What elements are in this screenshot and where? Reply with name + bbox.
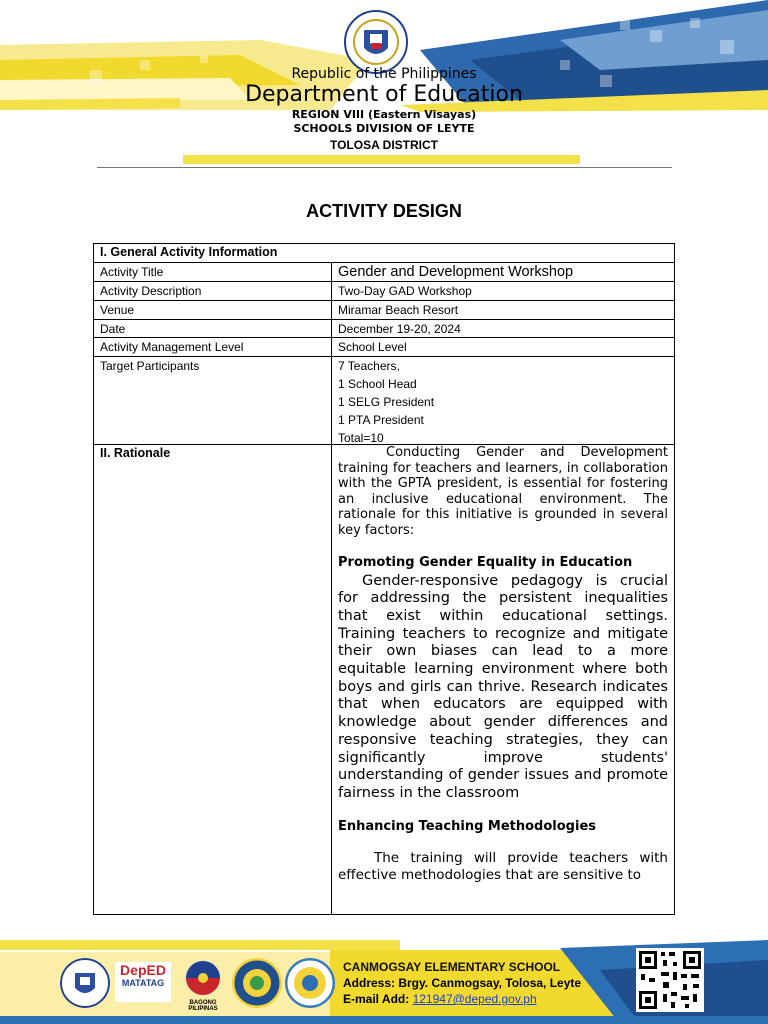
school-logo	[285, 958, 335, 1008]
table-row	[94, 282, 674, 301]
qr-code[interactable]	[636, 948, 704, 1012]
participant-item: 7 Teachers,	[338, 359, 400, 373]
region-line: REGION VIII (Eastern Visayas)	[291, 108, 477, 121]
table-row	[94, 263, 674, 282]
email-link[interactable]: 121947@deped.gov.ph	[412, 992, 537, 1006]
school-email	[343, 992, 537, 1006]
table-row	[94, 338, 674, 357]
participant-item: 1 School Head	[338, 377, 417, 391]
school-name: CANMOGSAY ELEMENTARY SCHOOL	[343, 960, 561, 974]
section2-heading: II. Rationale	[100, 446, 171, 460]
participants-list	[338, 357, 434, 447]
department-name: Department of Education	[245, 82, 523, 107]
row-value: Miramar Beach Resort	[338, 303, 459, 317]
header-divider	[97, 167, 672, 168]
section1-header-row	[94, 244, 674, 263]
rationale-content	[338, 445, 668, 884]
division-line: SCHOOLS DIVISION OF LEYTE	[293, 122, 475, 135]
rationale-intro: Conducting Gender and Development training for teachers and learners, in collaboration with the GPTA president, is essential for fostering an inclusive educational environment. The rationale for this initiative is grounded in several key factors:	[338, 445, 668, 538]
column-divider	[331, 263, 332, 914]
teaching-methods-text: The training will provide teachers with effective methodologies that are sensitive to	[338, 850, 668, 884]
row-value: December 19-20, 2024	[338, 322, 461, 336]
republic-line: Republic of the Philippines	[291, 66, 477, 82]
participant-item: Total=10	[338, 431, 384, 445]
subheading-gender-equality: Promoting Gender Equality in Education	[338, 555, 633, 570]
row-value: School Level	[338, 340, 407, 354]
table-row	[94, 301, 674, 320]
district-line: TOLOSA DISTRICT	[330, 138, 438, 152]
row-label: Activity Title	[100, 265, 164, 279]
deped-logo-text: DepED	[120, 962, 166, 978]
matatag-logo-text: MATATAG	[121, 978, 165, 988]
table-row	[94, 320, 674, 338]
row-value: Two-Day GAD Workshop	[338, 284, 472, 298]
activity-table	[93, 243, 675, 915]
bagong-pilipinas-logo	[178, 960, 228, 1012]
row-label: Venue	[100, 303, 135, 317]
subheading-teaching-methods: Enhancing Teaching Methodologies	[338, 818, 596, 834]
school-address: Address: Brgy. Canmogsay, Tolosa, Leyte	[343, 976, 582, 990]
document-title: ACTIVITY DESIGN	[306, 201, 462, 221]
section1-heading: I. General Activity Information	[100, 245, 278, 259]
gender-equality-text: Gender-responsive pedagogy is crucial for addressing the persistent inequalities that exist within educational settings. Training teachers to recognize and mitigate their own biases can lead to a more equitable learning environment where both boys and girls can thrive. Research indicates that when educators are equipped with knowledge about gender differences and responsive teaching strategies, they can significantly improve students' understanding of gender issues and promote fairness in the classroom	[338, 572, 668, 801]
row-label: Target Participants	[100, 359, 200, 373]
deped-seal-footer-logo	[60, 958, 110, 1008]
row-label: Activity Management Level	[100, 340, 244, 354]
row-label: Activity Description	[100, 284, 202, 298]
header-yellow-bar	[183, 155, 580, 164]
deped-matatag-logo	[115, 962, 171, 1002]
bagong-pilipinas-text: BAGONG PILIPINAS	[188, 1000, 218, 1012]
philippine-flag-icon	[181, 960, 225, 996]
participants-row	[94, 357, 674, 445]
deped-seal-logo	[344, 10, 408, 74]
tolosa-district-logo	[232, 958, 282, 1008]
row-label: Date	[100, 322, 126, 336]
participant-item: 1 PTA President	[338, 413, 424, 427]
row-value: Gender and Development Workshop	[338, 264, 574, 280]
email-label: E-mail Add:	[343, 992, 410, 1006]
participant-item: 1 SELG President	[338, 395, 435, 409]
